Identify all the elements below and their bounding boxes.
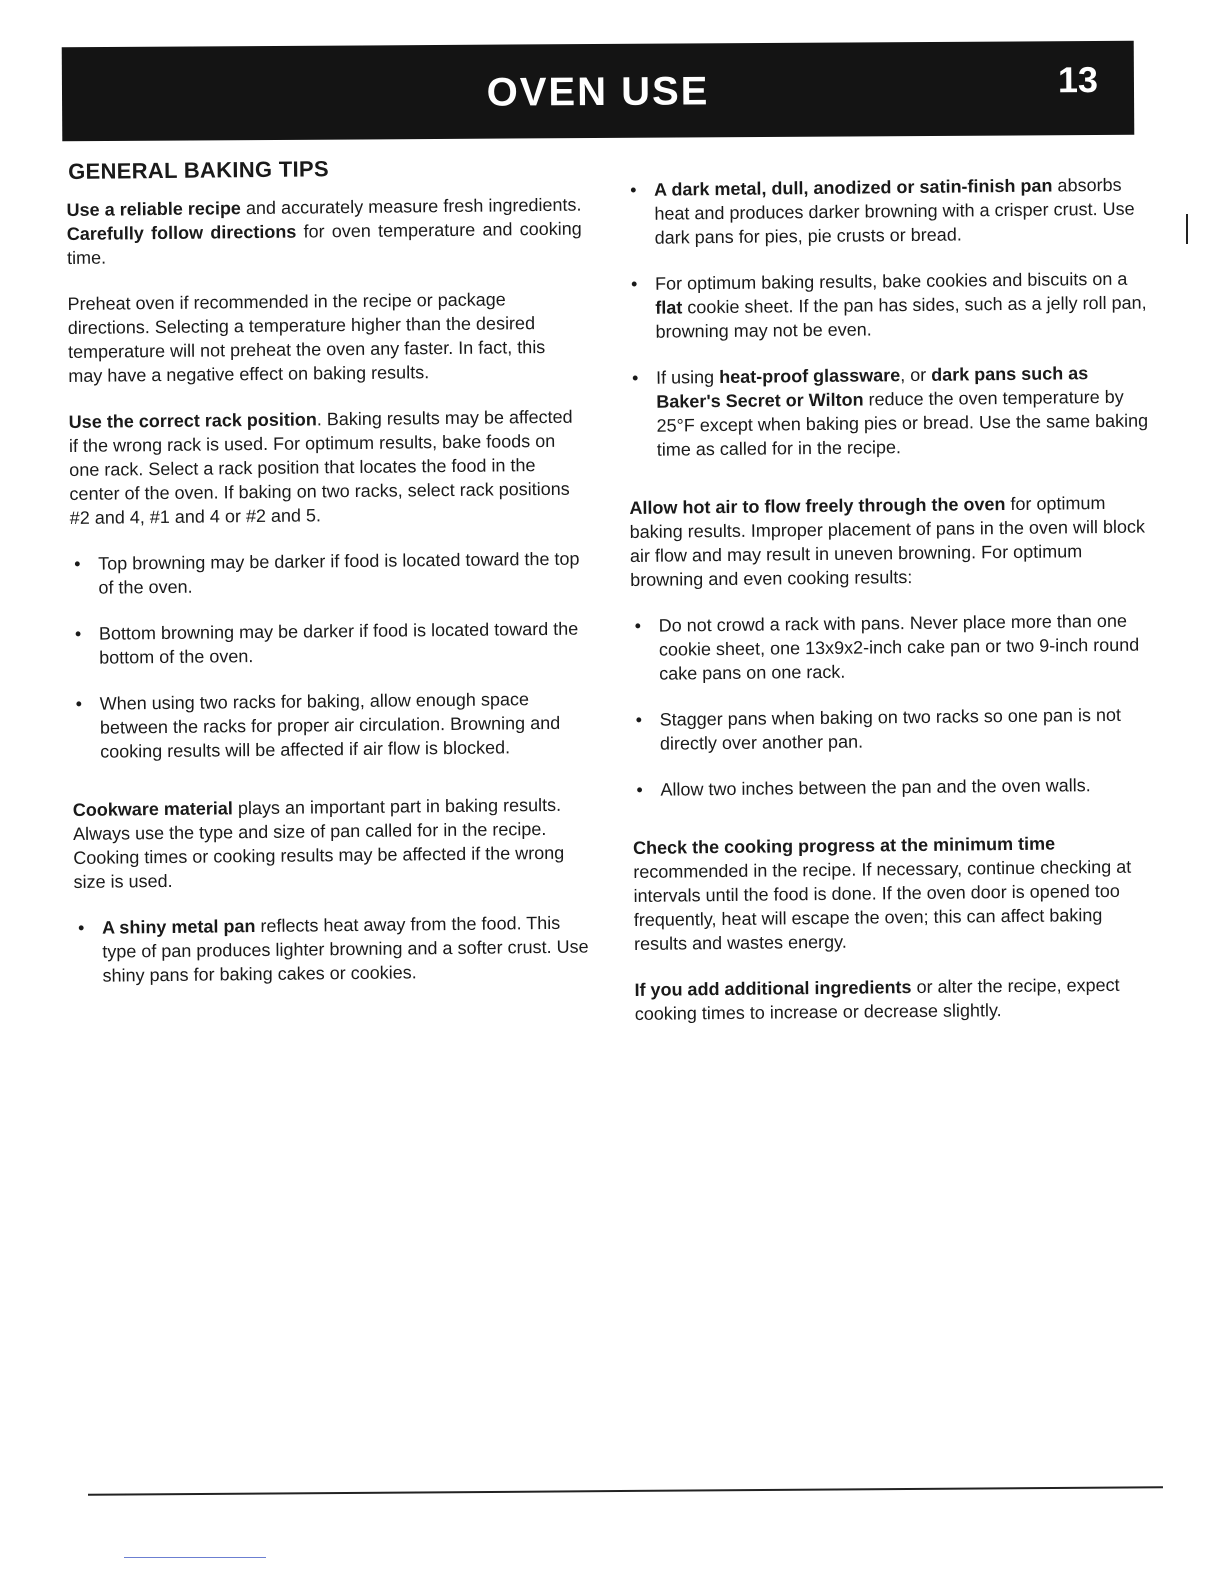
scan-mark [1186,214,1188,244]
preheat-paragraph: Preheat oven if recommended in the recipe or package directions. Selecting a temperature higher than the desired temperature will not preheat the oven any faster. In fact, this may have a negative effect on baking results. [67,289,546,386]
additional-ingredients-paragraph: If you add additional ingredients or alter the recipe, expect cooking times to increase or decrease slightly. [634,974,1120,1024]
cookware-material-paragraph: Cookware material plays an important part in baking results. Always use the type and size of pan called for in the recipe. Cooking times or cooking results may be affected if the wrong size is used. [72,794,565,892]
reliable-recipe-paragraph: Use a reliable recipe and accurately measure fresh ingredients. Carefully follow directions for oven temperature and cooking time. [66,194,582,268]
page-title: OVEN USE [486,69,710,115]
list-item: • When using two racks for baking, allow enough space between the racks for proper air circulation. Browning and cooking results will be affected if air flow is blocked. [75,689,561,762]
bottom-divider [88,1486,1163,1496]
list-item: • Top browning may be darker if food is located toward the top of the oven. [74,548,580,598]
header-bar [62,41,1135,142]
list-item: • If using heat-proof glassware, or dark pans such as Baker's Secret or Wilton reduce the oven temperature by 25°F except when baking pies or bread. Use the same baking time as called for in the recipe. [631,363,1149,460]
rack-tips-list [70,547,587,764]
list-item: • A shiny metal pan reflects heat away from the food. This type of pan produces lighter browning and a softer crust. Use shiny pans for baking cakes or cookies. [77,912,589,986]
right-column [626,173,1155,1048]
list-item: • Bottom browning may be darker if food is located toward the bottom of the oven. [74,618,579,668]
rack-position-paragraph: Use the correct rack position. Baking results may be affected if the wrong rack is used. For optimum results, bake foods on one rack. Select a rack position that locates the food in the center of the oven. If baking on two racks, select rack positions #2 and 4, #1 and 4 or #2 and 5. [68,406,573,528]
list-item: • Stagger pans when baking on two racks so one pan is not directly over another pan. [635,704,1122,754]
list-item: • For optimum baking results, bake cookies and biscuits on a flat cookie sheet. If the pan has sides, such as a jelly roll pan, browning may not be even. [631,268,1147,342]
left-column [66,155,590,1010]
list-item: • Allow two inches between the pan and the oven walls. [636,775,1091,800]
list-item: • A dark metal, dull, anodized or satin-finish pan absorbs heat and produces darker browning with a crisper crust. Use dark pans for pies, pie crusts or bread. [630,174,1135,248]
cooking-progress-paragraph: Check the cooking progress at the minimum time recommended in the recipe. If necessary, continue checking at intervals until the food is done. If the oven door is opened too frequently, heat will escape the oven; this can affect baking results and wastes energy. [632,833,1132,954]
air-flow-list [631,609,1153,802]
section-heading: GENERAL BAKING TIPS [67,156,330,184]
page-number: 13 [1057,58,1099,101]
list-item: • Do not crowd a rack with pans. Never place more than one cookie sheet, one 13x9x2-inch cake pan or two 9-inch round cake pans on one rack. [634,610,1140,684]
pan-types-list [626,173,1149,462]
cookware-list [74,911,590,988]
air-flow-paragraph: Allow hot air to flow freely through the oven for optimum baking results. Improper placement of pans in the oven will block air flow and may result in uneven browning. For optimum browning and even cooking results: [629,492,1146,590]
scan-artifact-line [124,1557,266,1558]
